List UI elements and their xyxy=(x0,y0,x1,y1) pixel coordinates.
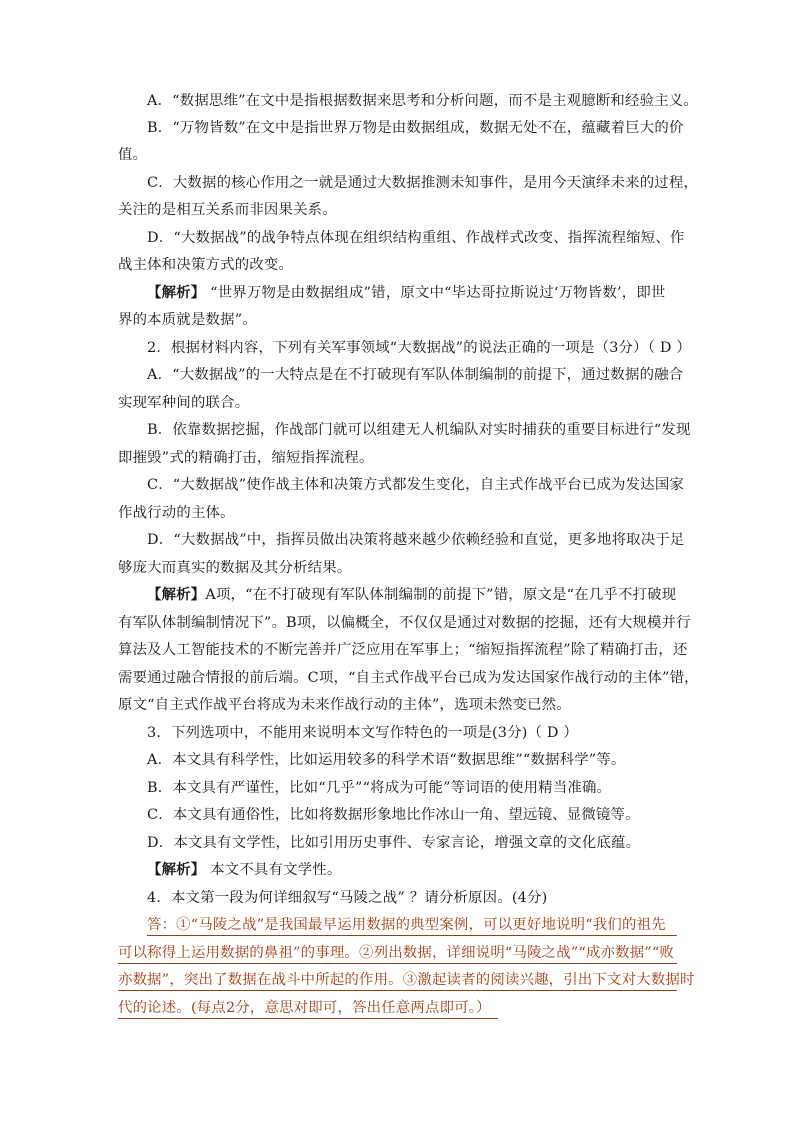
q2-stem: 2．根据材料内容，下列有关军事领域“大数据战”的说法正确的一项是（3分）（ D ） xyxy=(147,340,691,356)
q2-option-a-line1: A．“大数据战”的一大特点是在不打破现有军队体制编制的前提下，通过数据的融合 xyxy=(147,367,684,383)
q4-answer-line1: 答：①“马陵之战”是我国最早运用数据的典型案例，可以更好地说明“我们的祖先 xyxy=(147,917,666,933)
q2-analysis-line4: 需要通过融合情报的前后端。C项，“自主式作战平台已成为发达国家作战行动的主体”错， xyxy=(118,670,699,686)
q2-option-a-line2: 实现军种间的联合。 xyxy=(118,395,250,411)
q3-option-b: B．本文具有严谨性，比如“几乎”“将成为可能”等词语的使用精当准确。 xyxy=(147,780,612,796)
q4-stem: 4．本文第一段为何详细叙写“马陵之战” ？请分析原因。(4分) xyxy=(147,890,548,906)
q3-option-a: A．本文具有科学性，比如运用较多的科学术语“数据思维”“数据科学”等。 xyxy=(147,752,626,768)
q4-answer-line3: 亦数据”，突出了数据在战斗中所起的作用。③激起读者的阅读兴趣，引出下文对大数据时 xyxy=(118,972,695,988)
answer-underline xyxy=(118,1018,498,1019)
q4-answer-line2: 可以称得上运用数据的鼻祖”的事理。②列出数据，详细说明“马陵之战”“成亦数据”“败 xyxy=(118,945,675,961)
q1-option-c-line2: 关注的是相互关系而非因果关系。 xyxy=(118,202,337,218)
q3-stem: 3．下列选项中，不能用来说明本文写作特色的一项是(3分)（ D ） xyxy=(147,725,578,741)
q2-option-c-line1: C．“大数据战”使作战主体和决策方式都发生变化，自主式作战平台已成为发达国家 xyxy=(147,477,684,493)
answer-underline xyxy=(118,990,677,991)
q2-analysis-line5: 原文“自主式作战平台将成为未来作战行动的主体”，选项未然变已然。 xyxy=(118,697,571,713)
q1-analysis-line1 xyxy=(147,284,666,302)
q2-option-d-line2: 够庞大而真实的数据及其分析结果。 xyxy=(118,560,352,576)
q2-option-b-line1: B．依靠数据挖掘，作战部门就可以组建无人机编队对实时捕获的重要目标进行“发现 xyxy=(147,422,691,438)
q3-analysis xyxy=(147,861,341,879)
q1-option-a: A．“数据思维”在文中是指根据数据来思考和分析问题，而不是主观臆断和经验主义。 xyxy=(147,93,698,109)
q2-analysis-line2: 有军队体制编制情况下”。B项，以偏概全，不仅仅是通过对数据的挖掘，还有大规模并行 xyxy=(118,615,691,631)
analysis-tag: 【解析】 xyxy=(147,861,206,878)
answer-underline xyxy=(118,963,677,964)
q1-option-b-line1: B．“万物皆数”在文中是指世界万物是由数据组成，数据无处不在，蕴藏着巨大的价 xyxy=(147,120,684,136)
q2-option-c-line2: 作战行动的主体。 xyxy=(118,505,235,521)
q2-analysis-text: A项，“在不打破现有军队体制编制的前提下”错，原文是“在几乎不打破现 xyxy=(205,587,677,603)
q2-option-b-line2: 即摧毁”式的精确打击，缩短指挥流程。 xyxy=(118,450,374,466)
answer-underline xyxy=(147,935,677,936)
q1-option-b-line2: 值。 xyxy=(118,147,148,163)
q2-analysis-line1 xyxy=(147,586,676,604)
q3-option-d: D．本文具有文学性，比如引用历史事件、专家言论，增强文章的文化底蕴。 xyxy=(147,835,641,851)
q1-option-d-line1: D．“大数据战”的战争特点体现在组织结构重组、作战样式改变、指挥流程缩短、作 xyxy=(147,230,685,246)
q3-option-c: C．本文具有通俗性，比如将数据形象地比作冰山一角、望远镜、显微镜等。 xyxy=(147,807,640,823)
q1-option-d-line2: 战主体和决策方式的改变。 xyxy=(118,257,294,273)
q2-option-d-line1: D．“大数据战”中，指挥员做出决策将越来越少依赖经验和直觉，更多地将取决于足 xyxy=(147,532,685,548)
analysis-tag: 【解析】 xyxy=(147,586,206,603)
q4-answer-line4: 代的论述。(每点2分，意思对即可，答出任意两点即可。） xyxy=(118,1000,491,1016)
analysis-tag: 【解析】 xyxy=(147,284,206,301)
q1-analysis-line2: 界的本质就是数据”。 xyxy=(118,312,257,328)
q2-analysis-line3: 算法及人工智能技术的不断完善并广泛应用在军事上；“缩短指挥流程”除了精确打击，还 xyxy=(118,642,688,658)
q1-analysis-text: “世界万物是由数据组成”错，原文中“毕达哥拉斯说过‘万物皆数’，即世 xyxy=(205,285,666,301)
q1-option-c-line1: C．大数据的核心作用之一就是通过大数据推测未知事件，是用今天演绎未来的过程， xyxy=(147,175,699,191)
q3-analysis-text: 本文不具有文学性。 xyxy=(205,862,342,878)
